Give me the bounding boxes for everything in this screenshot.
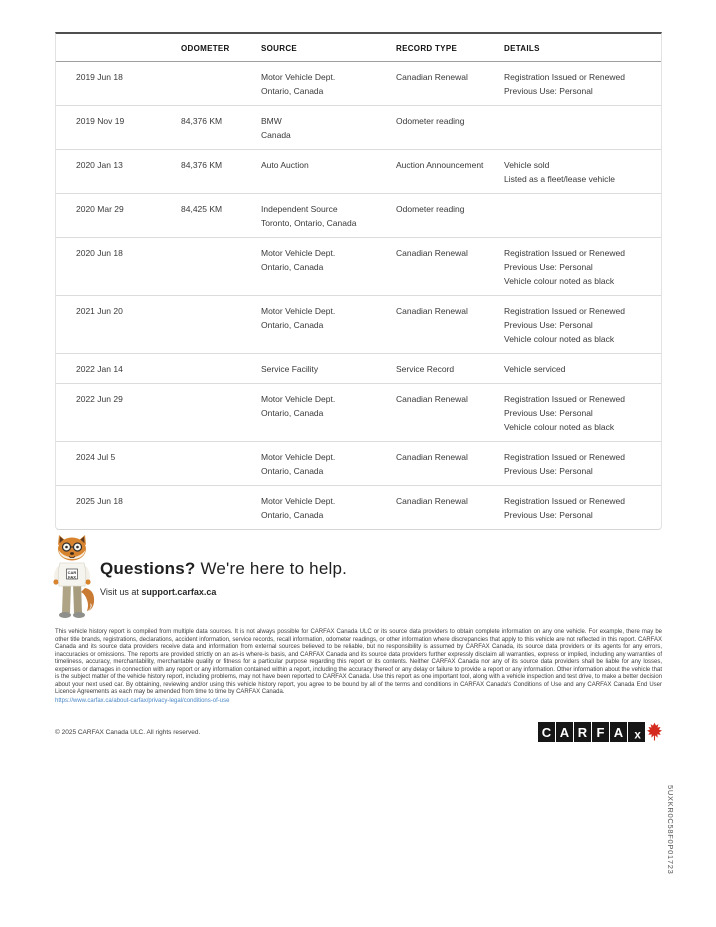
logo-letter-box: C (538, 722, 555, 742)
help-subtitle-prefix: Visit us at (100, 587, 142, 597)
record-source: Auto Auction (261, 160, 309, 170)
header-details: DETAILS (504, 44, 540, 53)
record-date: 2019 Jun 18 (76, 72, 123, 82)
record-details: Registration Issued or Renewed Previous Use: Personal Vehicle colour noted as black (504, 248, 625, 286)
record-odometer (181, 384, 261, 441)
record-type: Canadian Renewal (396, 248, 468, 258)
record-source: Motor Vehicle Dept. Ontario, Canada (261, 72, 336, 96)
logo-letter-box: A (610, 722, 627, 742)
help-title (100, 559, 347, 579)
header-odometer: ODOMETER (181, 44, 230, 53)
record-odometer (181, 354, 261, 383)
history-record-row (56, 442, 661, 486)
record-date: 2022 Jan 14 (76, 364, 123, 374)
copyright-notice: © 2025 CARFAX Canada ULC. All rights reserved. (55, 729, 201, 736)
vehicle-history-table (55, 32, 662, 530)
record-date: 2020 Jun 18 (76, 248, 123, 258)
history-record-row (56, 194, 661, 238)
table-header-row (56, 34, 661, 62)
header-record-type: RECORD TYPE (396, 44, 458, 53)
logo-letter-box: F (592, 722, 609, 742)
header-source: SOURCE (261, 44, 298, 53)
record-details (504, 106, 661, 149)
table-body (56, 62, 661, 529)
record-type: Canadian Renewal (396, 72, 468, 82)
record-source: Independent Source Toronto, Ontario, Canada (261, 204, 357, 228)
record-source: BMW Canada (261, 116, 291, 140)
record-details: Registration Issued or Renewed Previous Use: Personal Vehicle colour noted as black (504, 306, 625, 344)
record-odometer: 84,376 KM (181, 116, 223, 126)
record-type: Canadian Renewal (396, 452, 468, 462)
record-type: Service Record (396, 364, 455, 374)
help-subtitle (100, 587, 347, 597)
record-source: Motor Vehicle Dept. Ontario, Canada (261, 248, 336, 272)
history-record-row (56, 296, 661, 354)
carfax-logo-letters (538, 722, 645, 742)
history-record-row (56, 62, 661, 106)
svg-text:FAX: FAX (68, 574, 76, 580)
record-type: Auction Announcement (396, 160, 484, 170)
header-date (56, 34, 181, 61)
fox-mascot-icon (45, 533, 99, 621)
support-link[interactable]: support.carfax.ca (141, 587, 217, 597)
record-date: 2024 Jul 5 (76, 452, 116, 462)
record-details: Vehicle sold Listed as a fleet/lease vehicle (504, 160, 616, 184)
record-date: 2021 Jun 20 (76, 306, 123, 316)
record-details: Registration Issued or Renewed Previous Use: Personal (504, 72, 625, 96)
maple-leaf-icon (647, 722, 662, 742)
help-title-bold: Questions? (100, 559, 196, 578)
legal-disclaimer (55, 629, 662, 705)
logo-letter-box: R (574, 722, 591, 742)
record-details: Vehicle serviced (504, 364, 566, 374)
help-title-rest: We're here to help. (195, 559, 348, 578)
record-odometer: 84,376 KM (181, 160, 223, 170)
record-odometer: 84,425 KM (181, 204, 223, 214)
logo-letter-box: x (628, 722, 645, 742)
record-date: 2022 Jun 29 (76, 394, 123, 404)
history-record-row (56, 354, 661, 384)
record-type: Odometer reading (396, 204, 465, 214)
record-type: Canadian Renewal (396, 496, 468, 506)
record-odometer (181, 486, 261, 529)
record-type: Canadian Renewal (396, 394, 468, 404)
record-details: Registration Issued or Renewed Previous Use: Personal Vehicle colour noted as black (504, 394, 625, 432)
record-details: Registration Issued or Renewed Previous Use: Personal (504, 496, 625, 520)
carfax-fox-mascot (45, 533, 99, 626)
record-odometer (181, 62, 261, 105)
carfax-logo (538, 722, 662, 742)
help-section (45, 531, 347, 597)
record-odometer (181, 296, 261, 353)
record-details (504, 194, 661, 237)
record-odometer (181, 238, 261, 295)
record-source: Motor Vehicle Dept. Ontario, Canada (261, 496, 336, 520)
record-source: Service Facility (261, 364, 319, 374)
history-record-row (56, 238, 661, 296)
vin-vertical-text: 5UXKR0C58F0P01723 (666, 785, 675, 875)
record-type: Canadian Renewal (396, 306, 468, 316)
record-date: 2025 Jun 18 (76, 496, 123, 506)
logo-letter-box: A (556, 722, 573, 742)
conditions-of-use-link[interactable]: https://www.carfax.ca/about-carfax/privacy-legal/conditions-of-use (55, 697, 230, 704)
disclaimer-text: This vehicle history report is compiled from multiple data sources. It is not always possible for CARFAX Canada ULC or its source data providers to obtain complete information on any one vehicle. For example, there may be other title brands, registrations, declarations, accident information, service records, recall information, odometer readings, or other information where discrepancies that apply to this vehicle are not reflected in this report. CARFAX Canada and its source data providers receive data and information from external sources believed to be reliable, but no responsibility is assumed by CARFAX Canada, its source data providers or its agents for any errors, inaccuracies or omissions. The reports are provided strictly on an as-is where-is basis, and CARFAX Canada and its source data providers further expressly disclaim all warranties, express or implied, including any warranties of timeliness, accuracy, merchantability, merchantable quality or fitness for a particular purpose regarding this report or its contents. Neither CARFAX Canada nor any of its source data providers shall be liable for any losses, expenses or damages in connection with any report or any information contained within a report, including the accuracy thereof or any delay or failure to provide a report or any information. Other information about the vehicle that is the subject matter of the vehicle history report, including problems, may not have been reported to CARFAX Canada. Use this report as one important tool, along with a vehicle inspection and test drive, to make a better decision about your next used car. By obtaining, reviewing and/or using this vehicle history report, you agree to be bound by all of the terms and conditions in CARFAX Canada's Conditions of Use and any CARFAX Canada End User Licence Agreements as each may be amended from time to time by CARFAX Canada. (55, 629, 662, 695)
record-date: 2019 Nov 19 (76, 116, 125, 126)
record-type: Odometer reading (396, 116, 465, 126)
record-source: Motor Vehicle Dept. Ontario, Canada (261, 394, 336, 418)
history-record-row (56, 384, 661, 442)
record-date: 2020 Mar 29 (76, 204, 124, 214)
record-odometer (181, 442, 261, 485)
history-record-row (56, 486, 661, 529)
record-source: Motor Vehicle Dept. Ontario, Canada (261, 306, 336, 330)
svg-text:CAR: CAR (67, 570, 77, 575)
history-record-row (56, 150, 661, 194)
history-record-row (56, 106, 661, 150)
record-source: Motor Vehicle Dept. Ontario, Canada (261, 452, 336, 476)
record-details: Registration Issued or Renewed Previous Use: Personal (504, 452, 625, 476)
record-date: 2020 Jan 13 (76, 160, 123, 170)
